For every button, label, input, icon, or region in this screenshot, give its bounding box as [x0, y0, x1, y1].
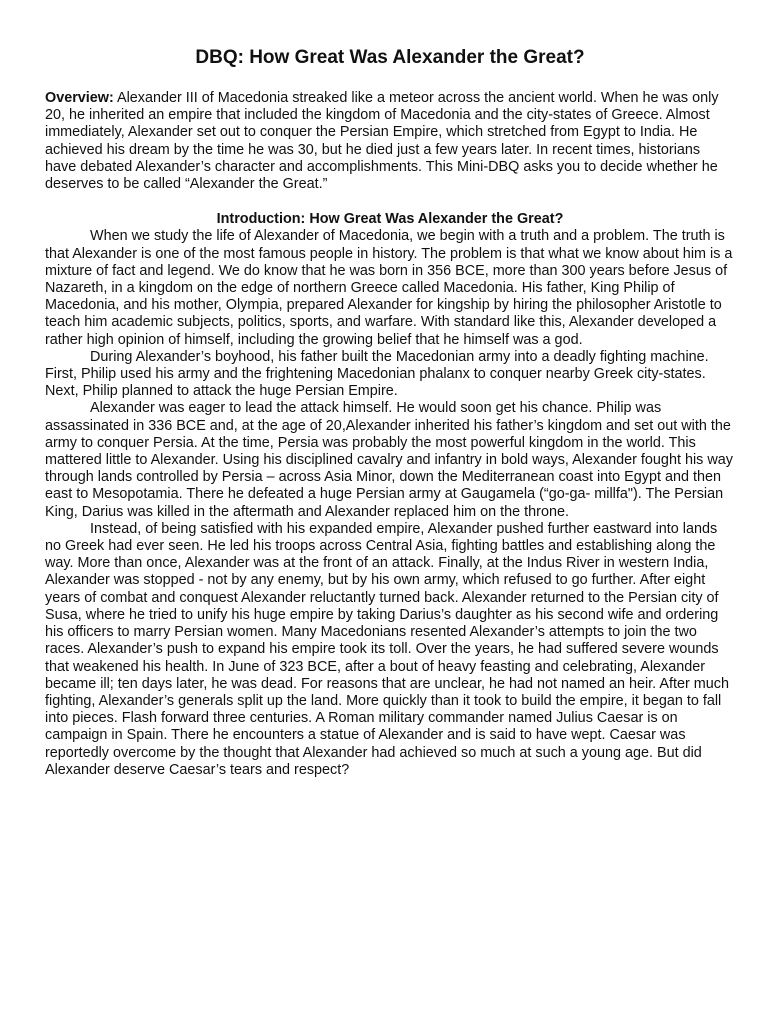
body-paragraph: Instead, of being satisfied with his expanded empire, Alexander pushed further eastward into lands no Greek had ever seen. He led his troops across Central Asia, fighting battles and establishing along the way. More than once, Alexander was at the front of an attack. Finally, at the Indus River in western India, Alexander was stopped - not by any enemy, but by his own army, which refused to go further. After eight years of combat and conquest Alexander reluctantly turned back. Alexander returned to the Persian city of Susa, where he tried to unify his huge empire by taking Darius’s daughter as his second wife and ordering his officers to marry Persian women. Many Macedonians resented Alexander’s attempts to join the two races. Alexander’s push to expand his empire took its toll. Over the years, he had suffered severe wounds that weakened his health. In June of 323 BCE, after a bout of heavy feasting and celebrating, Alexander became ill; ten days later, he was dead. For reasons that are unclear, he had not named an heir. After much fighting, Alexander’s generals split up the land. More quickly than it took to build the empire, it began to fall into pieces. Flash forward three centuries. A Roman military commander named Julius Caesar is on campaign in Spain. There he encounters a statue of Alexander and is said to have wept. Caesar was reportedly overcome by the thought that Alexander had achieved so much at such a young age. But did Alexander deserve Caesar’s tears and respect? — [45, 520, 729, 778]
overview-label: Overview: — [45, 90, 114, 106]
overview-paragraph — [45, 90, 735, 193]
body-paragraph: During Alexander’s boyhood, his father built the Macedonian army into a deadly fighting machine. First, Philip used his army and the frightening Macedonian phalanx to conquer nearby Greek city-states. Next, Philip planned to attack the huge Persian Empire. — [45, 348, 709, 400]
introduction-heading: Introduction: How Great Was Alexander the Great? — [216, 211, 564, 228]
document-page — [45, 46, 735, 779]
body-paragraph: Alexander was eager to lead the attack himself. He would soon get his chance. Philip was assassinated in 336 BCE and, at the age of 20,Alexander inherited his father’s kingdom and set out with the army to conquer Persia. At the time, Persia was probably the most powerful kingdom in the world. This mattered little to Alexander. Using his disciplined cavalry and infantry in bold ways, Alexander fought his way through lands controlled by Persia – across Asia Minor, down the Mediterranean coast into Egypt and then east to Mesopotamia. There he defeated a huge Persian army at Gaugamela (“go-ga- millfa"). The Persian King, Darius was killed in the aftermath and Alexander replaced him on the throne. — [45, 400, 733, 520]
overview-text: Alexander III of Macedonia streaked like a meteor across the ancient world. When he was only 20, he inherited an empire that included the kingdom of Macedonia and the city-states of Greece. Almost immediately, Alexander set out to conquer the Persian Empire, which stretched from Egypt to India. He achieved his dream by the time he was 30, but he died just a few years later. In recent times, historians have debated Alexander’s character and accomplishments. This Mini-DBQ asks you to decide whether he deserves to be called “Alexander the Great.” — [45, 90, 719, 193]
body-paragraph: When we study the life of Alexander of Macedonia, we begin with a truth and a problem. The truth is that Alexander is one of the most famous people in history. The problem is that what we know about him is a mixture of fact and legend. We do know that he was born in 356 BCE, more than 300 years before Jesus of Nazareth, in a kingdom on the edge of northern Greece called Macedonia. His father, King Philip of Macedonia, and his mother, Olympia, prepared Alexander for kingship by hiring the philosopher Aristotle to teach him academic subjects, politics, sports, and warfare. With standard like this, Alexander developed a rather high opinion of himself, including the growing belief that he himself was a god. — [45, 228, 733, 348]
document-title: DBQ: How Great Was Alexander the Great? — [195, 47, 585, 68]
